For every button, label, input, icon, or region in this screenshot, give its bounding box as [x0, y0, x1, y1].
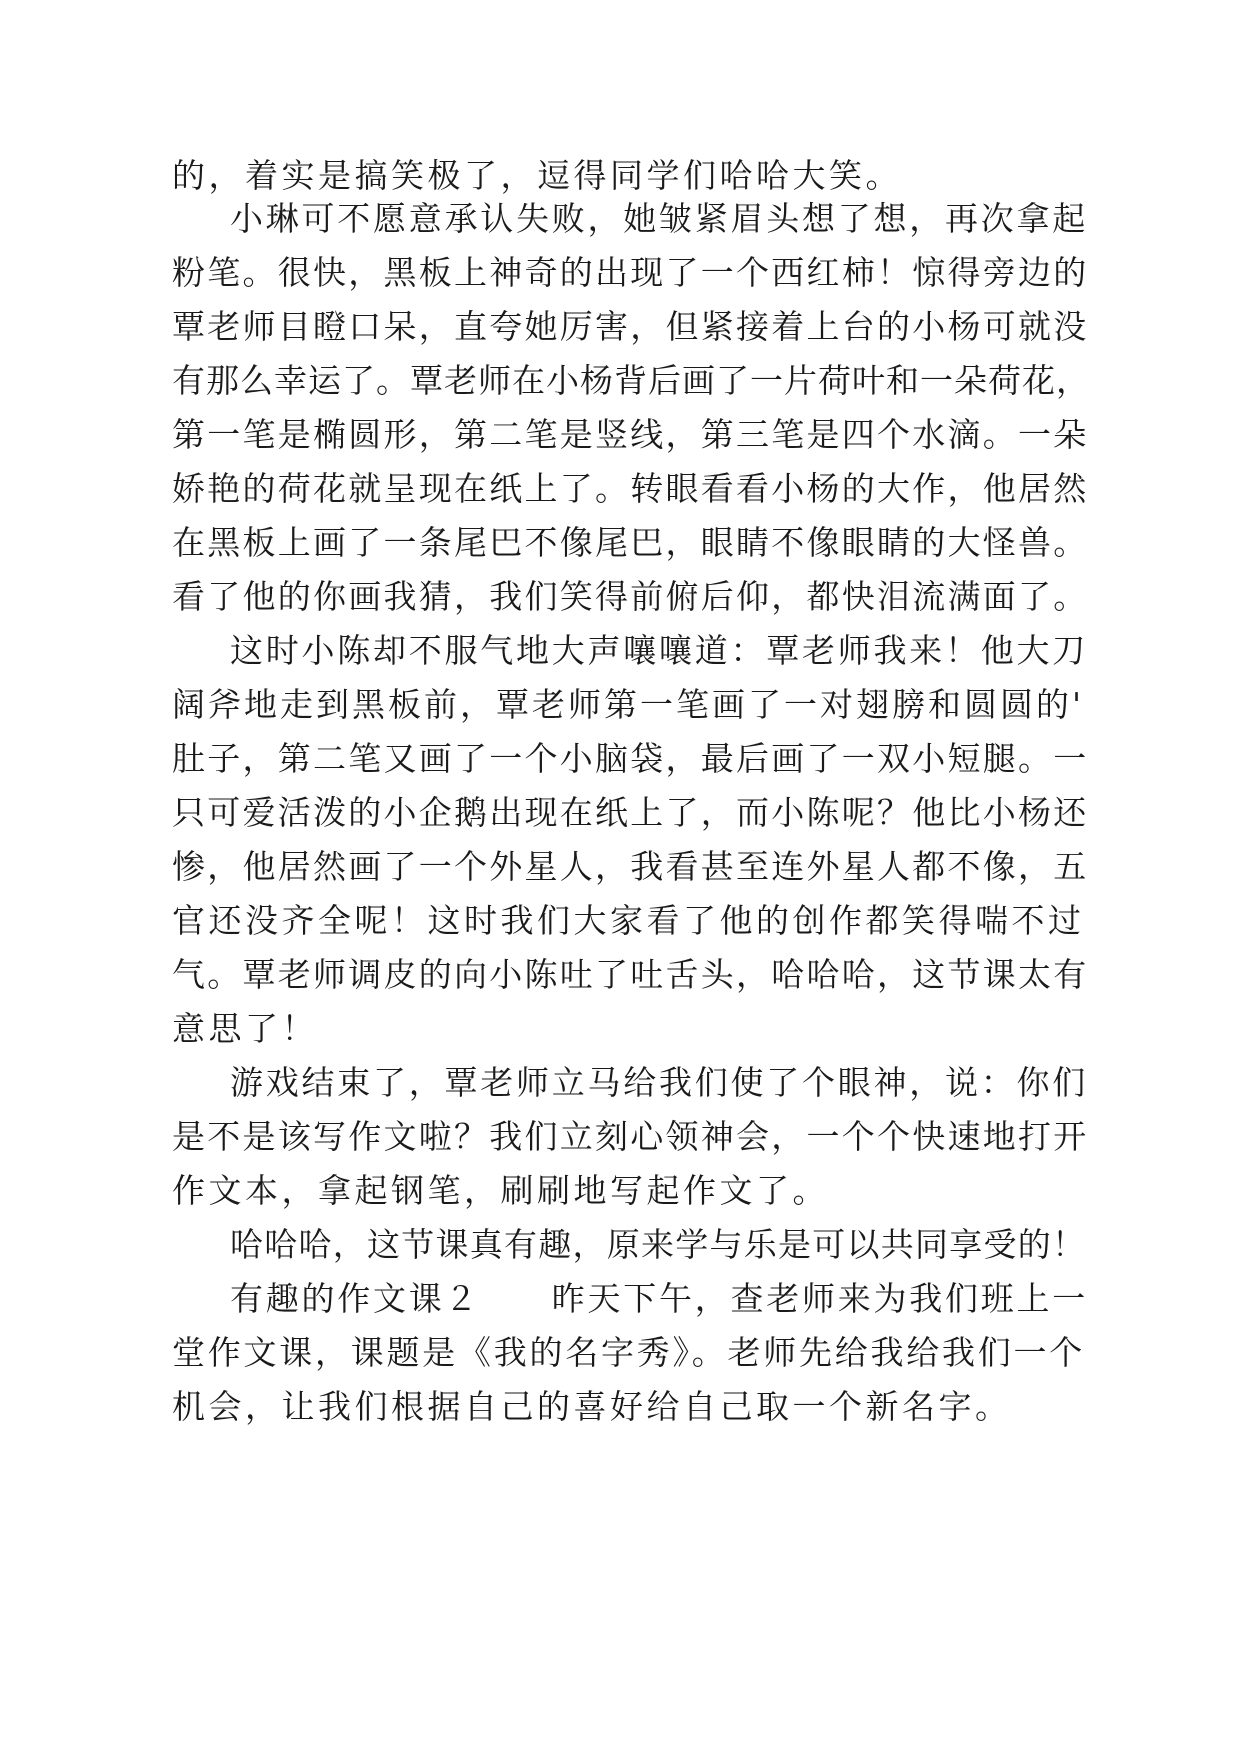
text-line: 作文本，拿起钢笔，刷刷地写起作文了。	[172, 1171, 829, 1210]
text-line: 是不是该写作文啦？我们立刻心领神会，一个个快速地打开	[172, 1117, 1089, 1156]
text-line: 只可爱活泼的小企鹅出现在纸上了，而小陈呢？他比小杨还	[172, 793, 1089, 832]
text-line: 气。覃老师调皮的向小陈吐了吐舌头，哈哈哈，这节课太有	[172, 955, 1089, 994]
text-line: 阔斧地走到黑板前，覃老师第一笔画了一对翅膀和圆圆的'	[172, 685, 1085, 724]
paragraph-first-line: 有趣的作文课２ 昨天下午，查老师来为我们班上一	[230, 1279, 1088, 1318]
paragraph-first-line: 小琳可不愿意承认失败，她皱紧眉头想了想，再次拿起	[230, 199, 1088, 238]
paragraph-first-line: 游戏结束了，覃老师立马给我们使了个眼神，说：你们	[230, 1063, 1088, 1102]
text-line: 第一笔是椭圆形，第二笔是竖线，第三笔是四个水滴。一朵	[172, 415, 1089, 454]
text-line: 官还没齐全呢！这时我们大家看了他的创作都笑得喘不过	[172, 901, 1085, 940]
text-line: 的，着实是搞笑极了，逗得同学们哈哈大笑。	[172, 156, 902, 195]
text-line: 看了他的你画我猜，我们笑得前俯后仰，都快泪流满面了。	[172, 577, 1089, 616]
text-line: 堂作文课，课题是《我的名字秀》。老师先给我给我们一个	[172, 1333, 1085, 1372]
text-line: 有那么幸运了。覃老师在小杨背后画了一片荷叶和一朵荷花，	[172, 361, 1090, 400]
text-line: 覃老师目瞪口呆，直夸她厉害，但紧接着上台的小杨可就没	[172, 307, 1089, 346]
text-line: 机会，让我们根据自己的喜好给自己取一个新名字。	[172, 1387, 1012, 1426]
text-line: 在黑板上画了一条尾巴不像尾巴，眼睛不像眼睛的大怪兽。	[172, 523, 1089, 562]
paragraph-first-line: 哈哈哈，这节课真有趣，原来学与乐是可以共同享受的！	[230, 1225, 1087, 1264]
text-line: 惨，他居然画了一个外星人，我看甚至连外星人都不像，五	[172, 847, 1089, 886]
text-line: 娇艳的荷花就呈现在纸上了。转眼看看小杨的大作，他居然	[172, 469, 1089, 508]
paragraph-first-line: 这时小陈却不服气地大声嚷嚷道：覃老师我来！他大刀	[230, 631, 1088, 670]
text-line: 肚子，第二笔又画了一个小脑袋，最后画了一双小短腿。一	[172, 739, 1089, 778]
text-line: 意思了！	[172, 1009, 318, 1048]
text-line: 粉笔。很快，黑板上神奇的出现了一个西红柿！惊得旁边的	[172, 253, 1089, 292]
